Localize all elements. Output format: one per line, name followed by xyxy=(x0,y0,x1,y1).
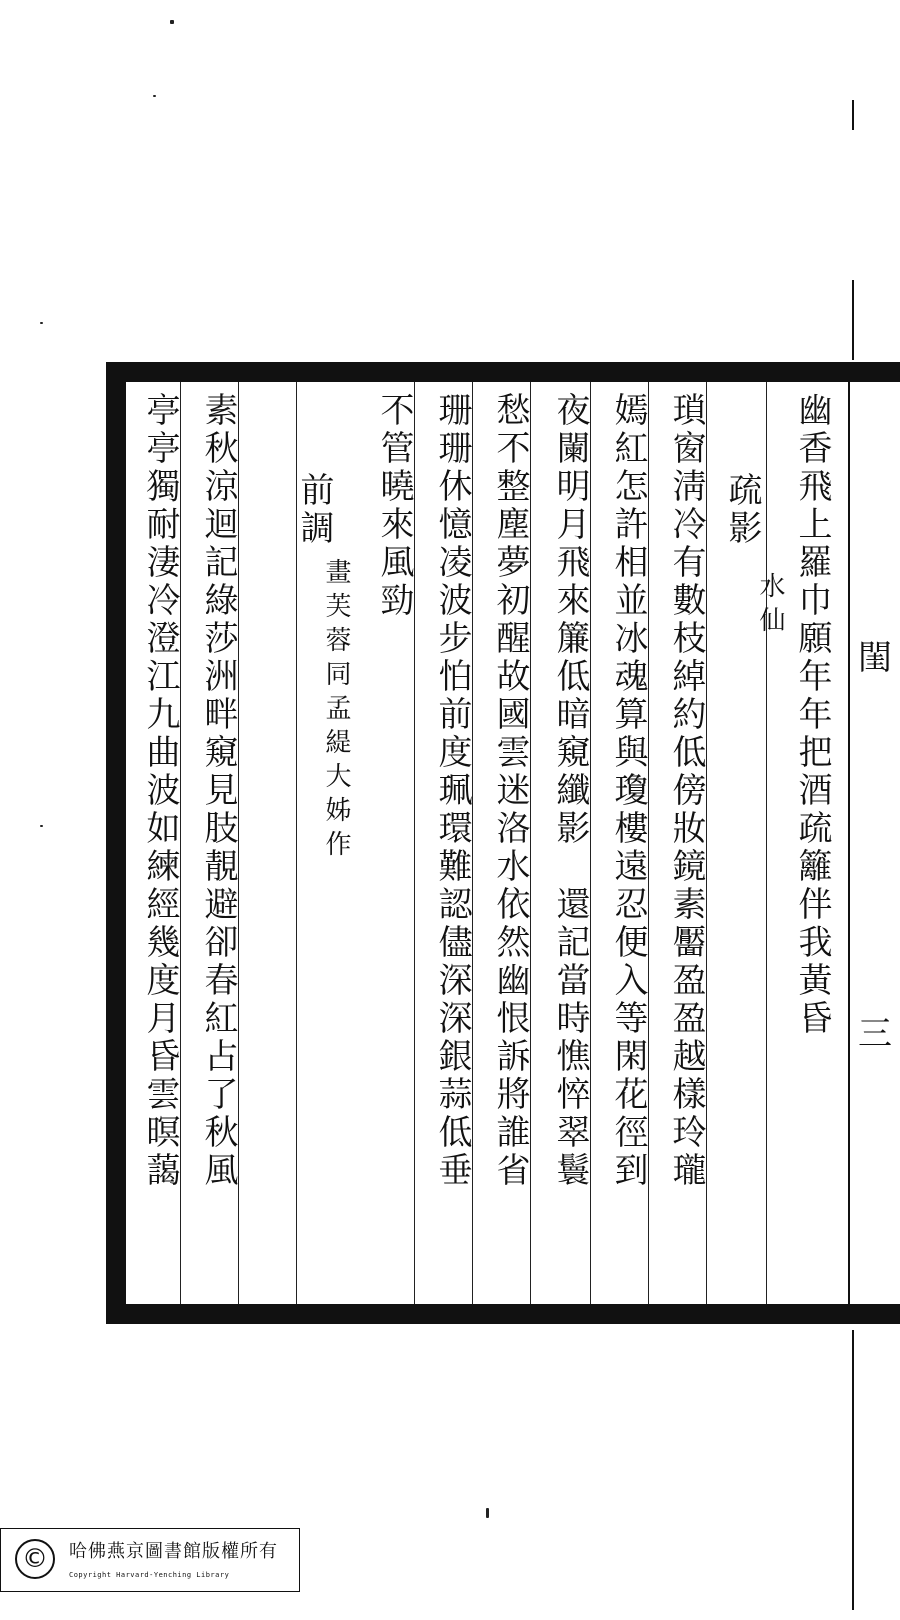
copyright-subtitle: Copyright Harvard-Yenching Library xyxy=(69,1571,230,1579)
edge-mark: 閨 xyxy=(858,638,892,678)
column-rule xyxy=(472,382,473,1304)
text-column: 素秋涼迴記綠莎洲畔窺見肢靚避卻春紅占了秋風 xyxy=(198,392,238,1190)
text-column: 亭亭獨耐淒冷澄江九曲波如練經幾度月昏雲暝藹 xyxy=(140,392,180,1190)
text-frame xyxy=(106,362,900,1324)
scan-speck xyxy=(153,95,156,97)
text-column: 珊珊休憶凌波步怕前度珮環難認儘深深銀蒜低垂 xyxy=(432,392,472,1190)
column-rule xyxy=(414,382,415,1304)
scan-speck xyxy=(40,322,43,324)
copyright-title: 哈佛燕京圖書館版權所有 xyxy=(69,1541,278,1562)
scan-speck xyxy=(170,20,174,24)
page-edge-line xyxy=(852,100,854,130)
column-rule xyxy=(238,382,239,1304)
text-column: 不管曉來風勁 xyxy=(374,392,414,620)
scan-speck xyxy=(486,1508,489,1518)
edge-mark: 三 xyxy=(858,1014,892,1054)
poem-title: 疏影 xyxy=(722,472,762,548)
text-column: 瑣窗淸冷有數枝綽約低傍妝鏡素靨盈盈越樣玲瓏 xyxy=(666,392,706,1190)
page-edge-line xyxy=(852,1330,854,1610)
poem-subtitle: 水仙 xyxy=(755,572,785,640)
scan-speck xyxy=(40,825,43,827)
text-column: 幽香飛上羅巾願年年把酒疏籬伴我黃昏 xyxy=(792,392,832,1038)
adjacent-page-edge xyxy=(848,362,900,1324)
poem-subtitle: 畫芙蓉同孟緹大姊作 xyxy=(321,558,351,864)
text-area xyxy=(126,382,900,1304)
column-rule xyxy=(180,382,181,1304)
column-rule xyxy=(648,382,649,1304)
poem-title: 前調 xyxy=(294,472,334,548)
copyright-box xyxy=(0,1528,300,1592)
text-column: 愁不整塵夢初醒故國雲迷洛水依然幽恨訴將誰省 xyxy=(490,392,530,1190)
column-rule xyxy=(530,382,531,1304)
text-column: 嫣紅怎許相並冰魂算與瓊樓遠忍便入等閑花徑到 xyxy=(608,392,648,1190)
column-rule xyxy=(706,382,707,1304)
text-column: 夜闌明月飛來簾低暗窺纖影 還記當時憔悴翠鬟 xyxy=(550,392,590,1190)
column-rule xyxy=(590,382,591,1304)
copyright-icon: © xyxy=(15,1539,55,1579)
page-edge-line xyxy=(852,280,854,360)
